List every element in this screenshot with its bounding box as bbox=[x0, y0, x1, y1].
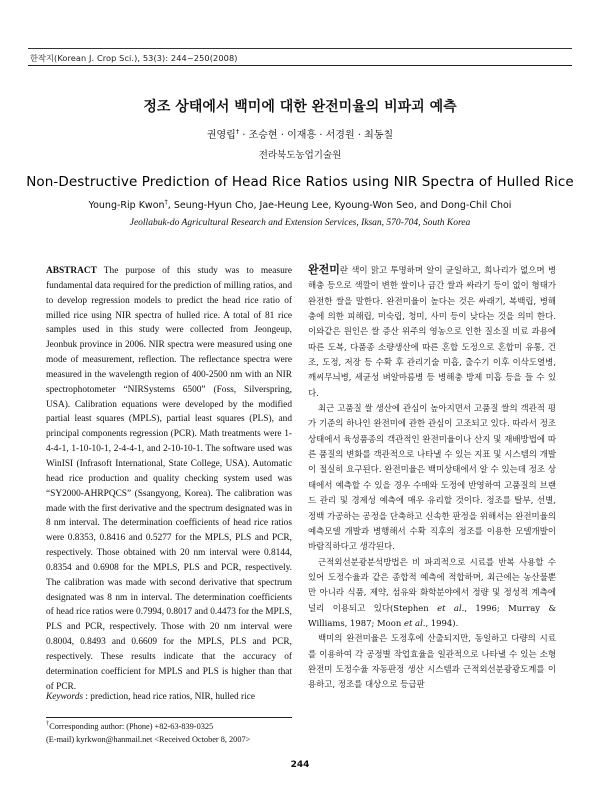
corresponding-mark: † bbox=[164, 197, 168, 206]
journal-header: 한작지(Korean J. Crop Sci.), 53(3): 244~250(2008) bbox=[30, 53, 238, 63]
footnote-phone-line bbox=[46, 721, 292, 734]
body-paragraph-text: ., 1996; Murray & Williams, 1987; Moon bbox=[308, 602, 556, 628]
authors-english bbox=[0, 197, 600, 211]
page-number: 244 bbox=[290, 760, 310, 770]
body-paragraph bbox=[308, 555, 556, 632]
coauthors-korean: · 조승현 · 이재흥 · 서경원 · 최동칠 bbox=[239, 130, 394, 141]
keywords-label: Keywords bbox=[46, 692, 84, 702]
body-text bbox=[308, 262, 556, 693]
footnote-phone: Corresponding author: (Phone) +82-63-839-0325 bbox=[49, 722, 214, 731]
abstract-label: ABSTRACT bbox=[46, 266, 97, 276]
body-lead-word: 완전미 bbox=[308, 263, 340, 276]
body-paragraph-text: ., 1994). bbox=[422, 617, 459, 628]
affiliation-korean: 전라북도농업기술원 bbox=[258, 150, 342, 161]
first-author-english: Young-Rip Kwon bbox=[88, 200, 165, 211]
citation-et-al: et al bbox=[437, 602, 462, 613]
keywords-text: : prediction, head rice ratios, NIR, hulled rice bbox=[83, 692, 256, 702]
body-paragraph-text: 근적외선분광분석방법은 비 파괴적으로 시료를 반복 사용할 수 있어 도정수율과 같은 종합적 예측에 적합하며, 최근에는 농산물뿐만 아니라 식품, 제약, 섬유와 화학분야에서 정량 및 정성적 계측에 널리 이용되고 있다(Stephen bbox=[308, 556, 556, 613]
footnote-email-line: (E-mail) kyrkwon@hanmail.net <Received October 8, 2007> bbox=[46, 734, 251, 744]
footnote bbox=[46, 721, 292, 746]
body-paragraph-text: 란 색이 맑고 투명하며 알이 균일하고, 희나리가 없으며 병해충 등으로 색깔이 변한 쌀이나 금간 쌀과 싸라기 등이 없이 형태가 완전한 쌀을 말한다. 완전미율이 높다는 것은 싸래기, 복백립, 병해충에 의한 피해립, 미숙립, 청미, 사미 등이 낮다는 것을 의미 한다. 이와같은 원인은 쌀 증산 위주의 영농으로 인한 질소질 비료 과용에 따른 도복, 다품종 소량생산에 따른 혼합 도정으로 혼합미 유통, 건조, 도정, 저장 등 수확 후 관리기술 미흡, 출수기 이후 이삭도열병, 깨씨무늬병, 세균성 벼알마름병 등 병해충 방제 미흡 등을 들 수 있다. bbox=[308, 265, 556, 398]
header-bottom-rule bbox=[28, 65, 572, 66]
authors-korean bbox=[0, 126, 600, 141]
footnote-rule bbox=[46, 717, 292, 718]
citation-et-al: et al bbox=[403, 617, 423, 628]
corresponding-mark: † bbox=[235, 127, 240, 136]
affiliation-english: Jeollabuk-do Agricultural Research and Extension Services, Iksan, 570-704, South Korea bbox=[129, 218, 471, 228]
coauthors-english: , Seung-Hyun Cho, Jae-Heung Lee, Kyoung-Won Seo, and Dong-Chil Choi bbox=[167, 200, 512, 211]
keywords bbox=[46, 690, 292, 704]
title-english: Non-Destructive Prediction of Head Rice Ratios using NIR Spectra of Hulled Rice bbox=[26, 174, 574, 190]
title-korean: 정조 상태에서 백미에 대한 완전미율의 비파괴 예측 bbox=[143, 99, 457, 115]
body-paragraph: 최근 고품질 쌀 생산에 관심이 높아지면서 고품질 쌀의 객관적 평가 기준의 하나인 완전미에 관한 관심이 고조되고 있다. 따라서 정조상태에서 육성품종의 객관적인 완전미율이나 산지 및 재배방법에 따른 품질의 변화를 객관적으로 나타낼 수 있는 지표 및 시스템의 개발이 절실히 요구된다. 완전미율은 백미상태에서 알 수 있는데 정조 상태에서 예측할 수 있을 경우 수매와 도정에 반영하여 고품질의 브랜드 관리 및 경제성 예측에 매우 유리할 것이다. 정조를 탈부, 선별, 정백 가공하는 공정을 단축하고 신속한 판정을 위해서는 완전미율의 예측모델 개발과 병행해서 수확 직후의 정조를 이용한 모델개발이 바람직하다고 생각된다. bbox=[308, 403, 556, 552]
abstract-text: The purpose of this study was to measure fundamental data required for the prediction of milling ratios, and to develop regression models to predict the head rice ratio of milled rice using NIR spectra of hulled rice. A total of 81 rice samples used in this study were collected from Jeongeup, Jeonbuk province in 2006. NIR spectra were measured using one mode of measurement, reflection. The reflectance spectra were measured in the wavelength region of 400-2500 nm with an NIR spectrophotometer “NIRSystems 6500” (Foss, Silverspring, USA). Calibration equations were developed by the modified partial least squares (MPLS), partial least squares (PLS), and principal components regression (PCR). Math treatments were 1-4-4-1, 1-10-10-1, 2-4-4-1, and 2-10-10-1. The software used was WinISI (Infrasoft International, State College, USA). Automatic head rice production and quality checking system used was “SY2000-AHRPQCS” (Ssangyong, Korea). The calibration was made with the first derivative and the spectrum designated was in 8 nm interval. The determination coefficients of head rice ratios were 0.8353, 0.8416 and 0.5277 for the MPLS, PLS and PCR, respectively. Those obtained with 20 nm interval were 0.8144, 0.8354 and 0.6908 for the MPLS, PLS and PCR, respectively. The calibration was made with second derivative that spectrum designated was 8 nm in interval. The determination coefficients of head rice ratios were 0.7994, 0.8017 and 0.4473 for the MPLS, PLS and PCR, respectively. Those with 20 nm interval were 0.8004, 0.8493 and 0.6609 for the MPLS, PLS and PCR, respectively. These results indicate that the accuracy of determination coefficient for MPLS and PLS is higher than that of PCR. bbox=[46, 266, 292, 692]
body-paragraph: 백미의 완전미율은 도정후에 산출되지만, 동일하고 다량의 시료를 이용하여 각 공정별 작업효율을 일관적으로 나타낼 수 있는 소형 완전미 도정수율 자동판정 생산 시스템과 근적외선분광광도계를 이용하고, 정조를 대상으로 등급판 bbox=[308, 633, 556, 690]
footnote-mark: † bbox=[46, 720, 50, 728]
header-top-rule bbox=[28, 48, 572, 49]
body-paragraph bbox=[308, 262, 556, 401]
first-author-korean: 권영립 bbox=[206, 130, 236, 141]
abstract bbox=[46, 264, 292, 694]
